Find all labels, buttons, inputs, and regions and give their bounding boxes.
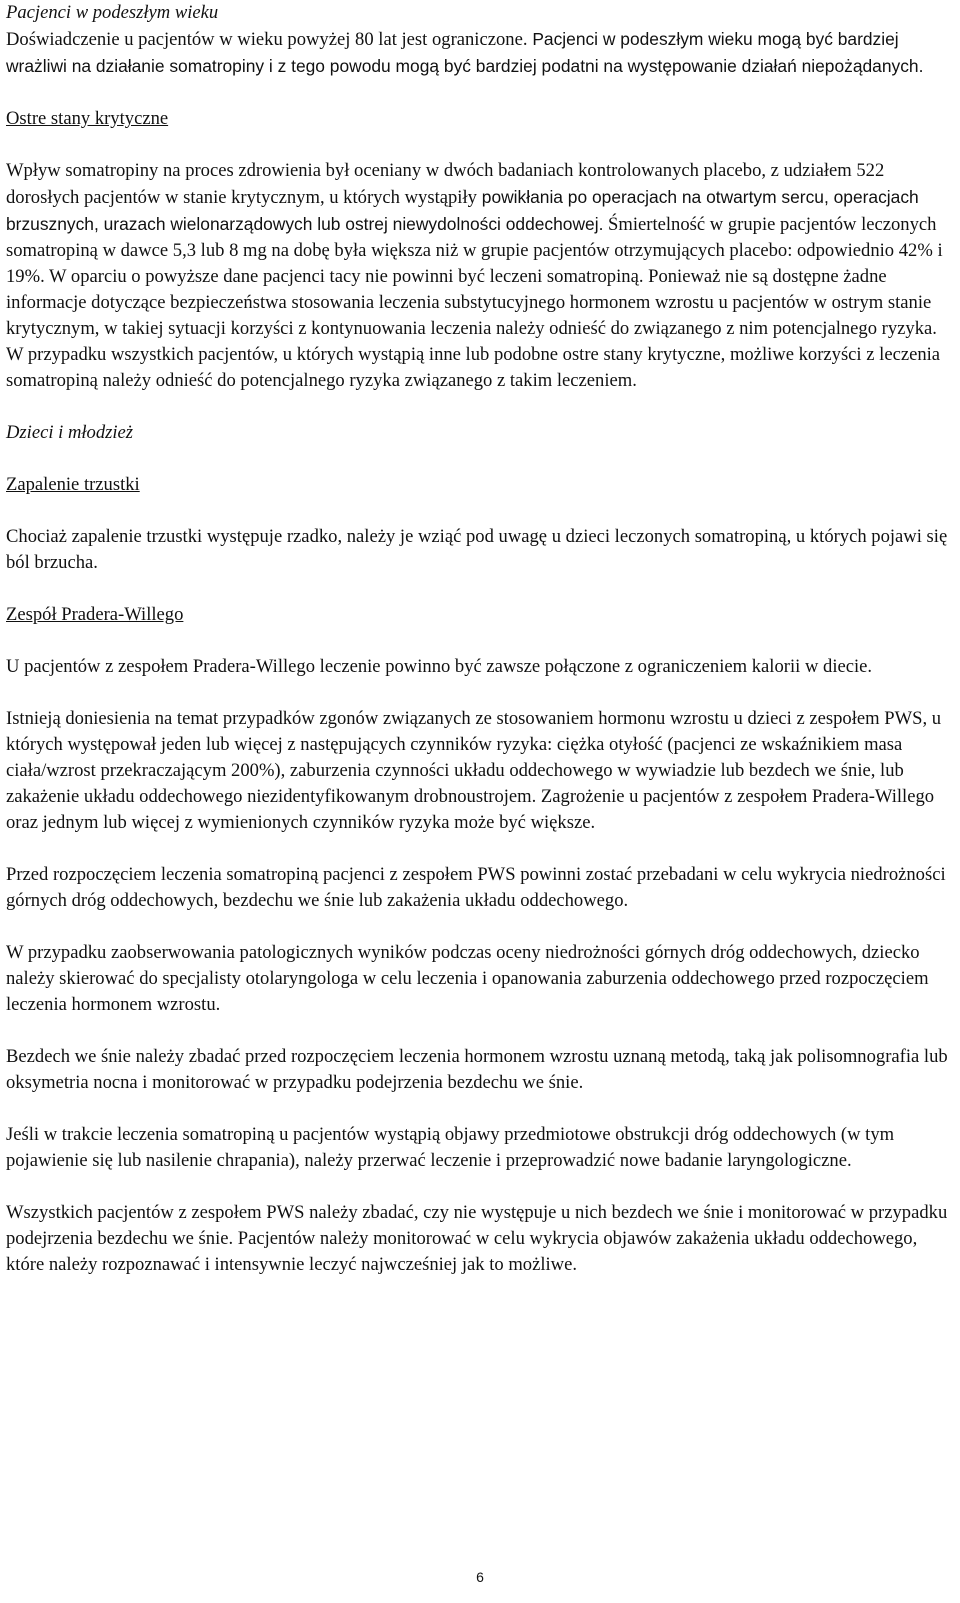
paragraph-pws-2: Istnieją doniesienia na temat przypadków zgonów związanych ze stosowaniem hormonu wzrostu u dzieci z zespołem PWS, u których występował jeden lub więcej z następujących czynników ryzyka: ciężka otyłość (pacjenci ze wskaźnikiem masa ciała/wzrost przekraczającym 200%), zaburzenia czynności układu oddechowego w wywiadzie lub bezdech we śnie, lub zakażenie układu oddechowego niezidentyfikowanym drobnoustrojem. Zagrożenie u pacjentów z zespołem Pradera-Willego oraz jednym lub więcej z wymienionych czynników ryzyka może być większe. (6, 708, 942, 833)
section-heading-children: Dzieci i młodzież (6, 422, 134, 443)
section-pws (6, 602, 952, 1278)
paragraph-pancreatitis: Chociaż zapalenie trzustki występuje rzadko, należy je wziąć pod uwagę u dzieci leczonych somatropiną, u których pojawi się ból brzucha. (6, 526, 948, 573)
section-heading-critical: Ostre stany krytyczne (6, 108, 169, 129)
paragraph-elderly-part-b: Pacjenci w podeszłym wieku mogą być bardziej wrażliwi na działanie somatropiny i z tego powodu mogą być bardziej podatni na występowanie działań niepożądanych. (6, 29, 924, 76)
paragraph-critical-part-a: Wpływ somatropiny na proces zdrowienia był oceniany w dwóch badaniach kontrolowanych placebo, z udziałem 522 dorosłych pacjentów w stanie krytycznym, u których wystąpiły (6, 160, 885, 208)
section-elderly (6, 0, 952, 80)
paragraph-elderly-part-a: Doświadczenie u pacjentów w wieku powyżej 80 lat jest ograniczone. (6, 29, 528, 50)
page-number: 6 (476, 1569, 484, 1585)
paragraph-pws-3: Przed rozpoczęciem leczenia somatropiną pacjenci z zespołem PWS powinni zostać przebadani w celu wykrycia niedrożności górnych dróg oddechowych, bezdechu we śnie lub zakażenia układu oddechowego. (6, 864, 946, 911)
paragraph-pws-5: Bezdech we śnie należy zbadać przed rozpoczęciem leczenia hormonem wzrostu uznaną metodą, taką jak polisomnografia lub oksymetria nocna i monitorować w przypadku podejrzenia bezdechu we śnie. (6, 1046, 948, 1093)
paragraph-pws-7: Wszystkich pacjentów z zespołem PWS należy zbadać, czy nie występuje u nich bezdech we śnie i monitorować w przypadku podejrzenia bezdechu we śnie. Pacjentów należy monitorować w celu wykrycia objawów zakażenia układu oddechowego, które należy rozpoznawać i intensywnie leczyć najwcześniej jak to możliwe. (6, 1202, 948, 1275)
paragraph-critical-part-b: powikłania po operacjach na otwartym sercu, operacjach brzusznych, urazach wielonarządowych lub ostrej niewydolności oddechowej. (6, 187, 919, 234)
paragraph-pws-1: U pacjentów z zespołem Pradera-Willego leczenie powinno być zawsze połączone z ograniczeniem kalorii w diecie. (6, 656, 873, 677)
paragraph-pws-4: W przypadku zaobserwowania patologicznych wyników podczas oceny niedrożności górnych dróg oddechowych, dziecko należy skierować do specjalisty otolaryngologa w celu leczenia i opanowania zaburzenia oddechowego przed rozpoczęciem leczenia hormonem wzrostu. (6, 942, 929, 1015)
section-heading-pws: Zespół Pradera-Willego (6, 604, 184, 625)
paragraph-pws-6: Jeśli w trakcie leczenia somatropiną u pacjentów wystąpią objawy przedmiotowe obstrukcji dróg oddechowych (w tym pojawienie się lub nasilenie chrapania), należy przerwać leczenie i przeprowadzić nowe badanie laryngologiczne. (6, 1124, 895, 1171)
section-critical (6, 106, 952, 394)
section-pancreatitis (6, 472, 952, 576)
section-heading-elderly: Pacjenci w podeszłym wieku (6, 2, 219, 23)
paragraph-critical (6, 158, 952, 394)
paragraph-elderly (6, 26, 952, 80)
section-heading-pancreatitis: Zapalenie trzustki (6, 474, 140, 495)
paragraph-critical-part-c: Śmiertelność w grupie pacjentów leczonych somatropiną w dawce 5,3 lub 8 mg na dobę była większa niż w grupie pacjentów otrzymujących placebo: odpowiednio 42% i 19%. W oparciu o powyższe dane pacjenci tacy nie powinni być leczeni somatropiną. Ponieważ nie są dostępne żadne informacje dotyczące bezpieczeństwa stosowania leczenia substytucyjnego hormonem wzrostu u pacjentów w ostrym stanie krytycznym, w takiej sytuacji korzyści z kontynuowania leczenia należy odnieść do związanego z nim potencjalnego ryzyka. W przypadku wszystkich pacjentów, u których wystąpią inne lub podobne ostre stany krytyczne, możliwe korzyści z leczenia somatropiną należy odnieść do potencjalnego ryzyka związanego z takim leczeniem. (6, 214, 943, 391)
